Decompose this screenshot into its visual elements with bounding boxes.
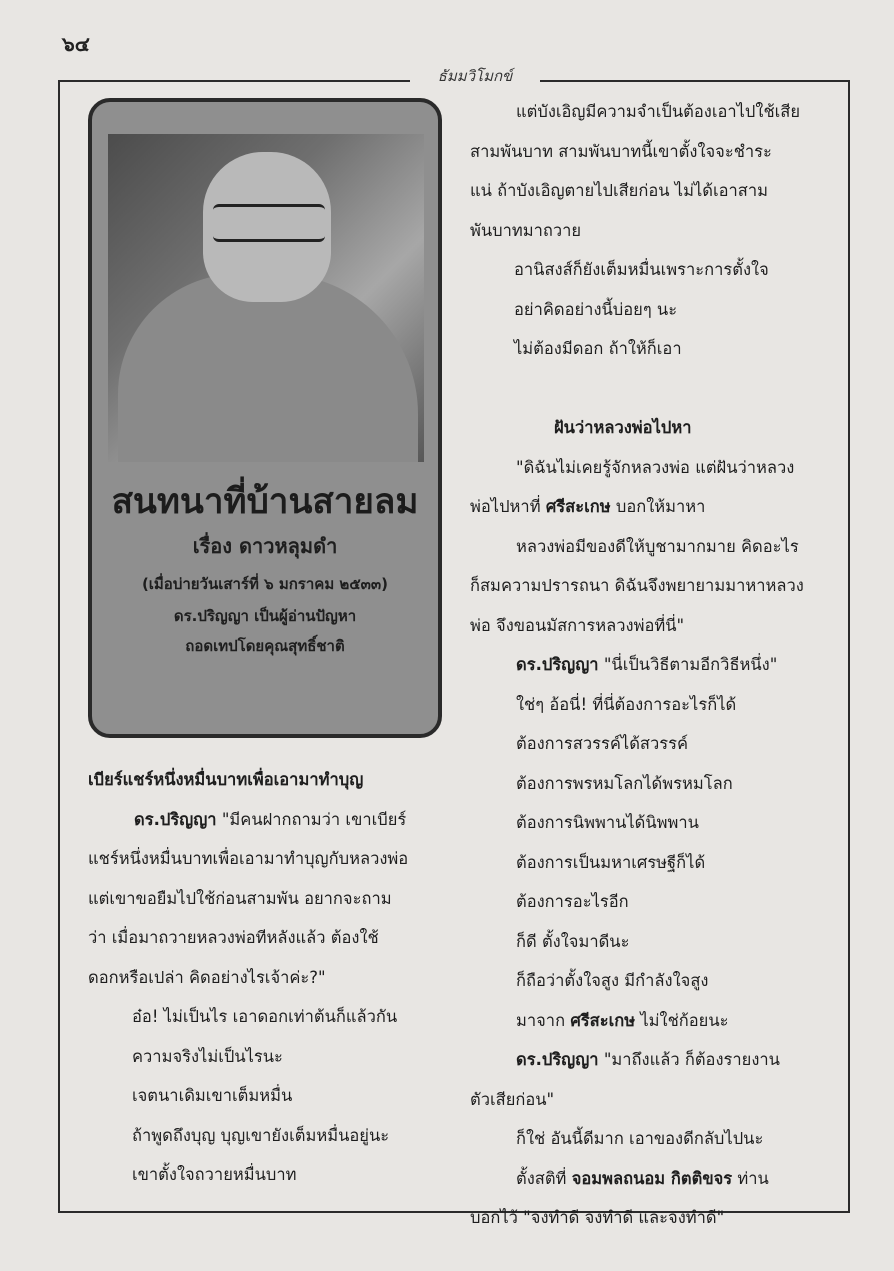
- photo-glasses: [213, 204, 325, 242]
- text-span: "นี่เป็นวิธีตามอีกวิธีหนึ่ง": [598, 655, 778, 674]
- body-line: ก็ถือว่าตั้งใจสูง มีกำลังใจสูง: [516, 971, 709, 990]
- feature-date: (เมื่อบ่ายวันเสาร์ที่ ๖ มกราคม ๒๕๓๓): [141, 575, 389, 593]
- body-line: ใช่ๆ อ้อนี่! ที่นี่ต้องการอะไรก็ได้: [516, 694, 737, 714]
- body-line: ต้องการนิพพานได้นิพพาน: [516, 813, 699, 832]
- section-heading: ฝันว่าหลวงพ่อไปหา: [554, 418, 692, 437]
- text-span: ไม่ใช่ก้อยนะ: [635, 1010, 729, 1030]
- place-name: ศรีสะเกษ: [545, 497, 611, 516]
- question-line: [88, 800, 448, 840]
- question-line: ว่า เมื่อมาถวายหลวงพ่อทีหลังแล้ว ต้องใช้: [88, 928, 379, 947]
- place-name: ศรีสะเกษ: [570, 1010, 636, 1030]
- feature-reader: ดร.ปริญญา เป็นผู้อ่านปัญหา: [173, 607, 357, 625]
- blank-line: [470, 369, 840, 409]
- person-name: จอมพลถนอม กิตติขจร: [571, 1168, 733, 1188]
- body-line: [470, 487, 840, 527]
- monk-photo: [108, 134, 424, 462]
- feature-box: [88, 98, 442, 738]
- body-line: พ่อ จึงขอนมัสการหลวงพ่อที่นี่": [470, 615, 685, 635]
- answer-line: เขาตั้งใจถวายหมื่นบาท: [132, 1165, 297, 1184]
- body-line: ก็ดี ตั้งใจมาดีนะ: [516, 931, 630, 951]
- body-line: [470, 1001, 840, 1041]
- text-span: บอกให้มาหา: [610, 497, 706, 516]
- body-line: "ดิฉันไม่เคยรู้จักหลวงพ่อ แต่ฝันว่าหลวง: [516, 457, 795, 477]
- speaker-name: ดร.ปริญญา: [516, 1050, 599, 1069]
- body-line: ต้องการเป็นมหาเศรษฐีก็ได้: [516, 852, 706, 872]
- text-span: ตั้งสติที่: [516, 1168, 572, 1188]
- answer-line: ถ้าพูดถึงบุญ บุญเขายังเต็มหมื่นอยู่นะ: [132, 1125, 390, 1145]
- body-line: หลวงพ่อมีของดีให้บูชามากมาย คิดอะไร: [516, 536, 799, 556]
- body-line: แน่ ถ้าบังเอิญตายไปเสียก่อน ไม่ได้เอาสาม: [470, 181, 768, 200]
- speaker-line: [470, 645, 840, 685]
- question-line: ดอกหรือเปล่า คิดอย่างไรเจ้าค่ะ?": [88, 967, 326, 987]
- body-line: [470, 1159, 840, 1199]
- body-line: ต้องการสวรรค์ได้สวรรค์: [516, 734, 689, 753]
- text-span: พ่อไปหาที่: [470, 497, 546, 516]
- body-line: บอกไว้ "จงทำดี จงทำดี และจงทำดี": [470, 1208, 725, 1227]
- right-column: [470, 92, 840, 1238]
- body-line: ก็สมความปรารถนา ดิฉันจึงพยายามมาหาหลวง: [470, 576, 804, 595]
- body-line: อานิสงส์ก็ยังเต็มหมื่นเพราะการตั้งใจ: [514, 260, 769, 279]
- body-line: สามพันบาท สามพันบาทนี้เขาตั้งใจจะชำระ: [470, 141, 772, 161]
- section-heading: เบียร์แชร์หนึ่งหมื่นบาทเพื่อเอามาทำบุญ: [88, 770, 364, 789]
- feature-author: เรื่อง ดาวหลุมดำ: [192, 534, 338, 558]
- left-column: [88, 760, 448, 1195]
- text-span: "มาถึงแล้ว ก็ต้องรายงาน: [598, 1050, 780, 1069]
- answer-line: อ๋อ! ไม่เป็นไร เอาดอกเท่าต้นก็แล้วกัน: [132, 1007, 398, 1026]
- answer-line: ความจริงไม่เป็นไรนะ: [132, 1046, 283, 1066]
- body-line: ก็ใช่ อันนี้ดีมาก เอาของดีกลับไปนะ: [516, 1129, 764, 1148]
- question-line: แต่เขาขอยืมไปใช้ก่อนสามพัน อยากจะถาม: [88, 888, 392, 908]
- answer-line: เจตนาเดิมเขาเต็มหมื่น: [132, 1086, 293, 1105]
- speaker-name: ดร.ปริญญา: [134, 809, 217, 829]
- feature-title: สนทนาที่บ้านสายลม: [111, 482, 419, 522]
- question-text: "มีคนฝากถามว่า เขาเบียร์: [216, 809, 407, 829]
- speaker-name: ดร.ปริญญา: [516, 655, 599, 674]
- body-line: ต้องการพรหมโลกได้พรหมโลก: [516, 773, 733, 793]
- body-line: ต้องการอะไรอีก: [516, 892, 629, 911]
- body-line: อย่าคิดอย่างนี้บ่อยๆ นะ: [514, 299, 678, 319]
- speaker-line: [470, 1040, 840, 1080]
- body-line: พันบาทมาถวาย: [470, 220, 582, 240]
- text-span: ท่าน: [732, 1168, 769, 1188]
- body-line: แต่บังเอิญมีความจำเป็นต้องเอาไปใช้เสีย: [516, 102, 801, 121]
- body-line: ตัวเสียก่อน": [470, 1089, 555, 1109]
- body-line: ไม่ต้องมีดอก ถ้าให้ก็เอา: [514, 339, 682, 358]
- text-span: มาจาก: [516, 1010, 571, 1030]
- running-header: ธัมมวิโมกข์: [410, 64, 540, 88]
- page-number: ๖๔: [62, 32, 90, 56]
- photo-robe: [118, 274, 418, 462]
- question-line: แชร์หนึ่งหมื่นบาทเพื่อเอามาทำบุญกับหลวงพ่อ: [88, 849, 409, 868]
- feature-transcriber: ถอดเทปโดยคุณสุทธิ์ชาติ: [185, 637, 345, 655]
